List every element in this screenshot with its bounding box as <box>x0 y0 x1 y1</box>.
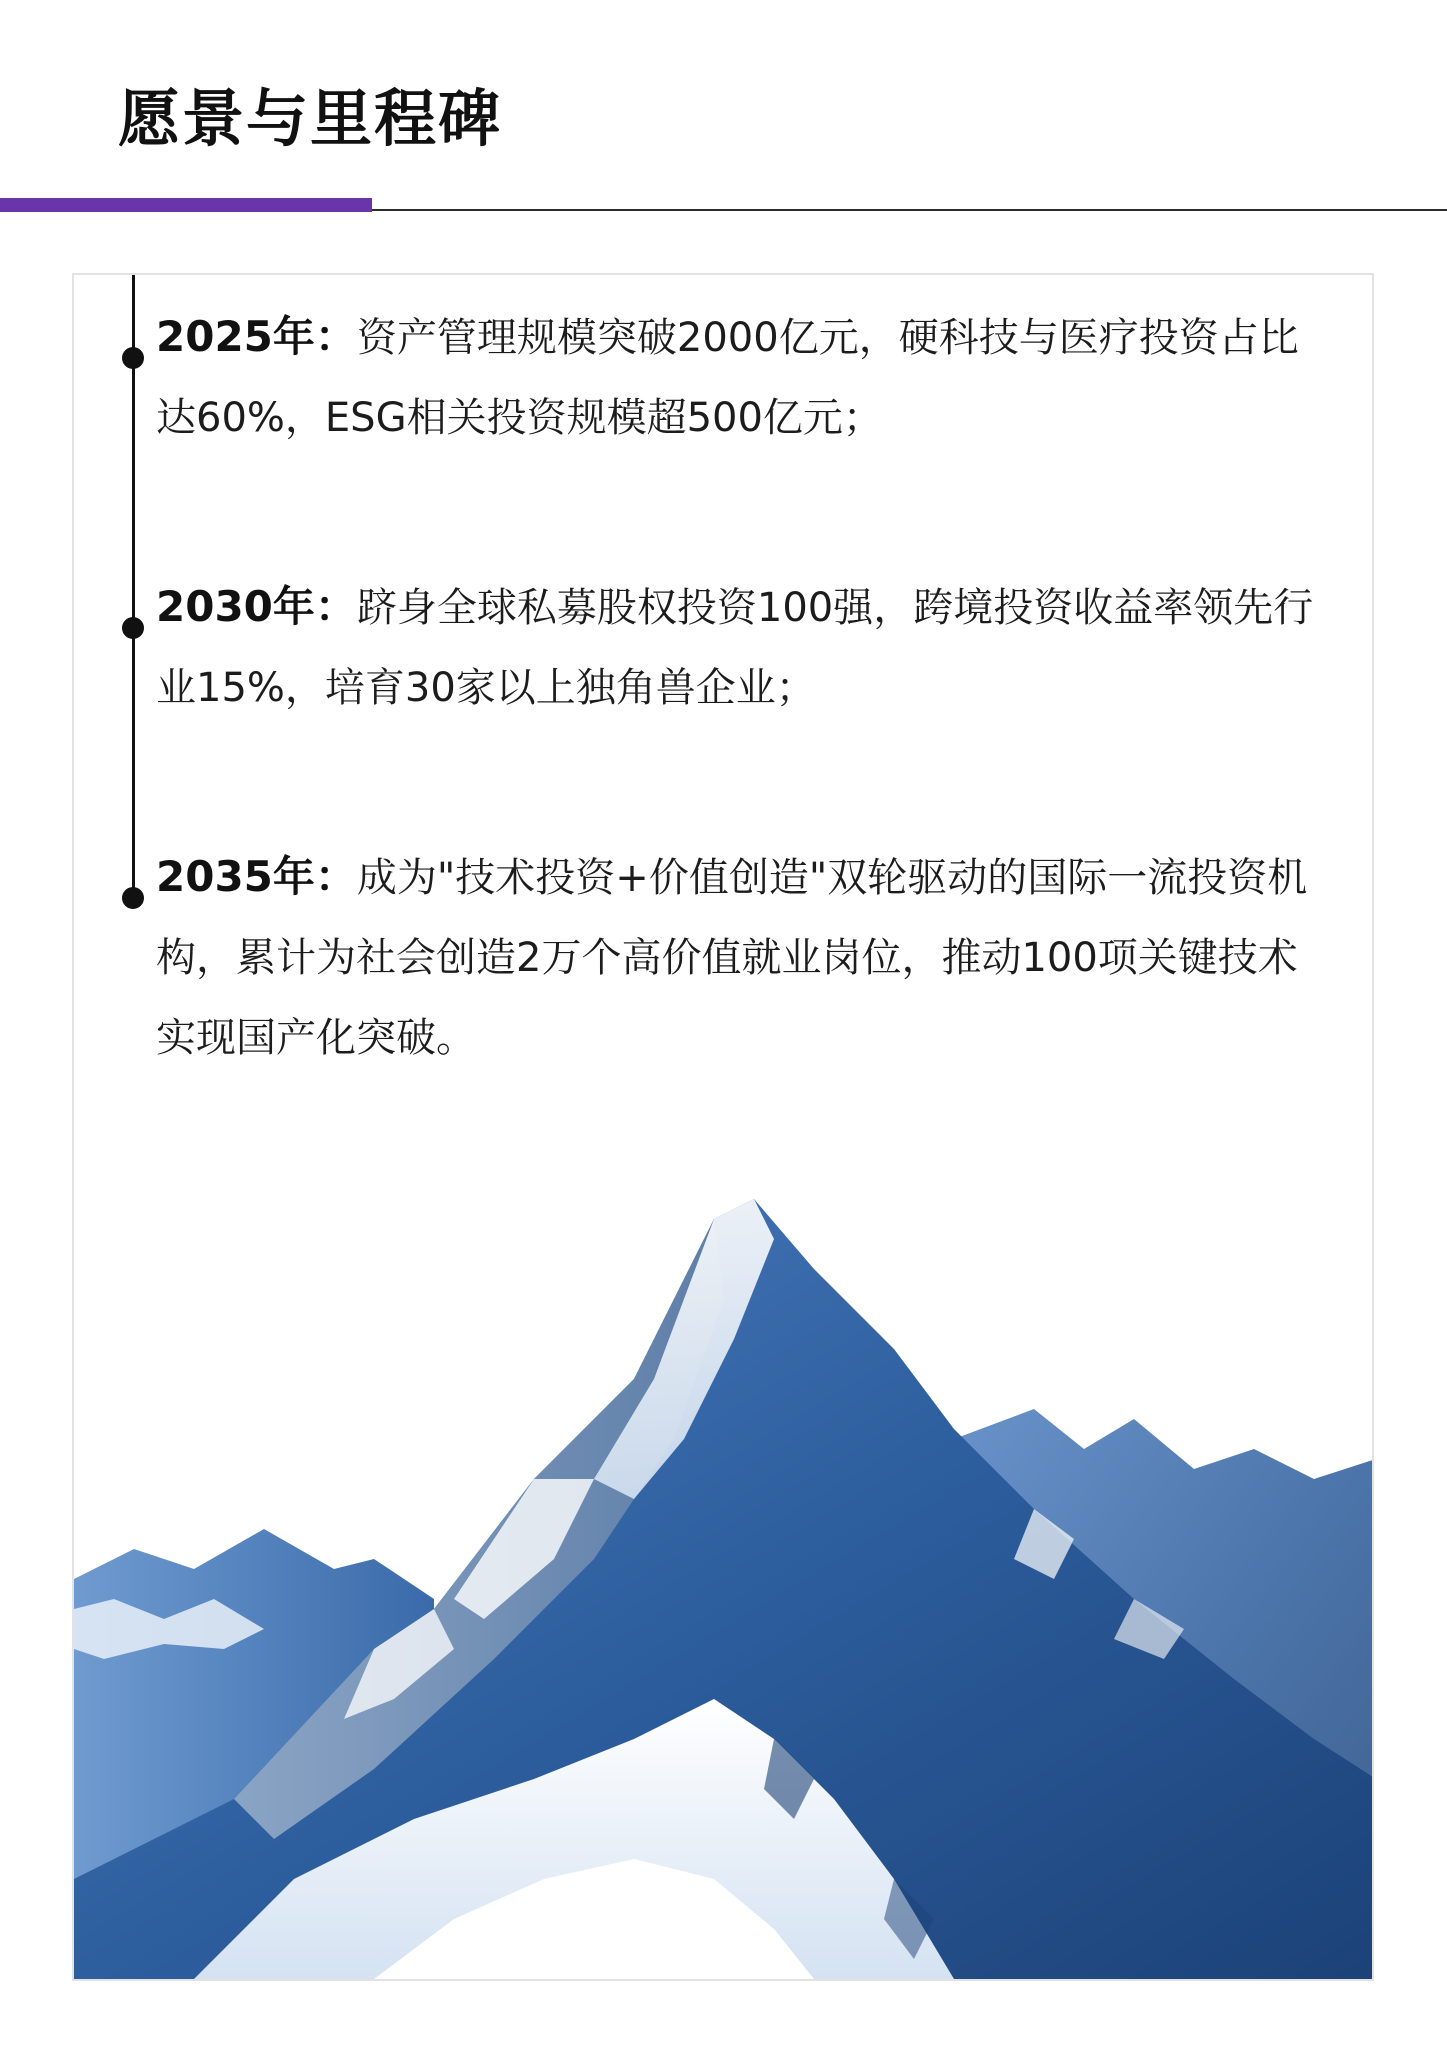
page-title: 愿景与里程碑 <box>118 82 503 155</box>
milestones-card <box>72 273 1374 1981</box>
timeline-dot <box>122 347 144 369</box>
timeline-dot <box>122 887 144 909</box>
milestone-description: 资产管理规模突破2000亿元，硬科技与医疗投资占比达60%，ESG相关投资规模超500亿元； <box>156 315 1299 441</box>
milestone-text <box>156 567 1326 728</box>
milestone-text <box>156 837 1326 1078</box>
title-accent-bar <box>0 198 372 212</box>
milestone-year: 2025年： <box>156 312 357 361</box>
milestone-text <box>156 297 1326 458</box>
milestone-description: 成为"技术投资+价值创造"双轮驱动的国际一流投资机构，累计为社会创造2万个高价值就业岗位，推动100项关键技术实现国产化突破。 <box>156 855 1308 1061</box>
milestone-description: 跻身全球私募股权投资100强，跨境投资收益率领先行业15%，培育30家以上独角兽企业； <box>156 585 1314 711</box>
snowy-mountain-illustration <box>74 1179 1374 1979</box>
timeline-dot <box>122 617 144 639</box>
title-divider-line <box>372 209 1447 211</box>
milestone-year: 2035年： <box>156 852 357 901</box>
milestone-year: 2030年： <box>156 582 357 631</box>
